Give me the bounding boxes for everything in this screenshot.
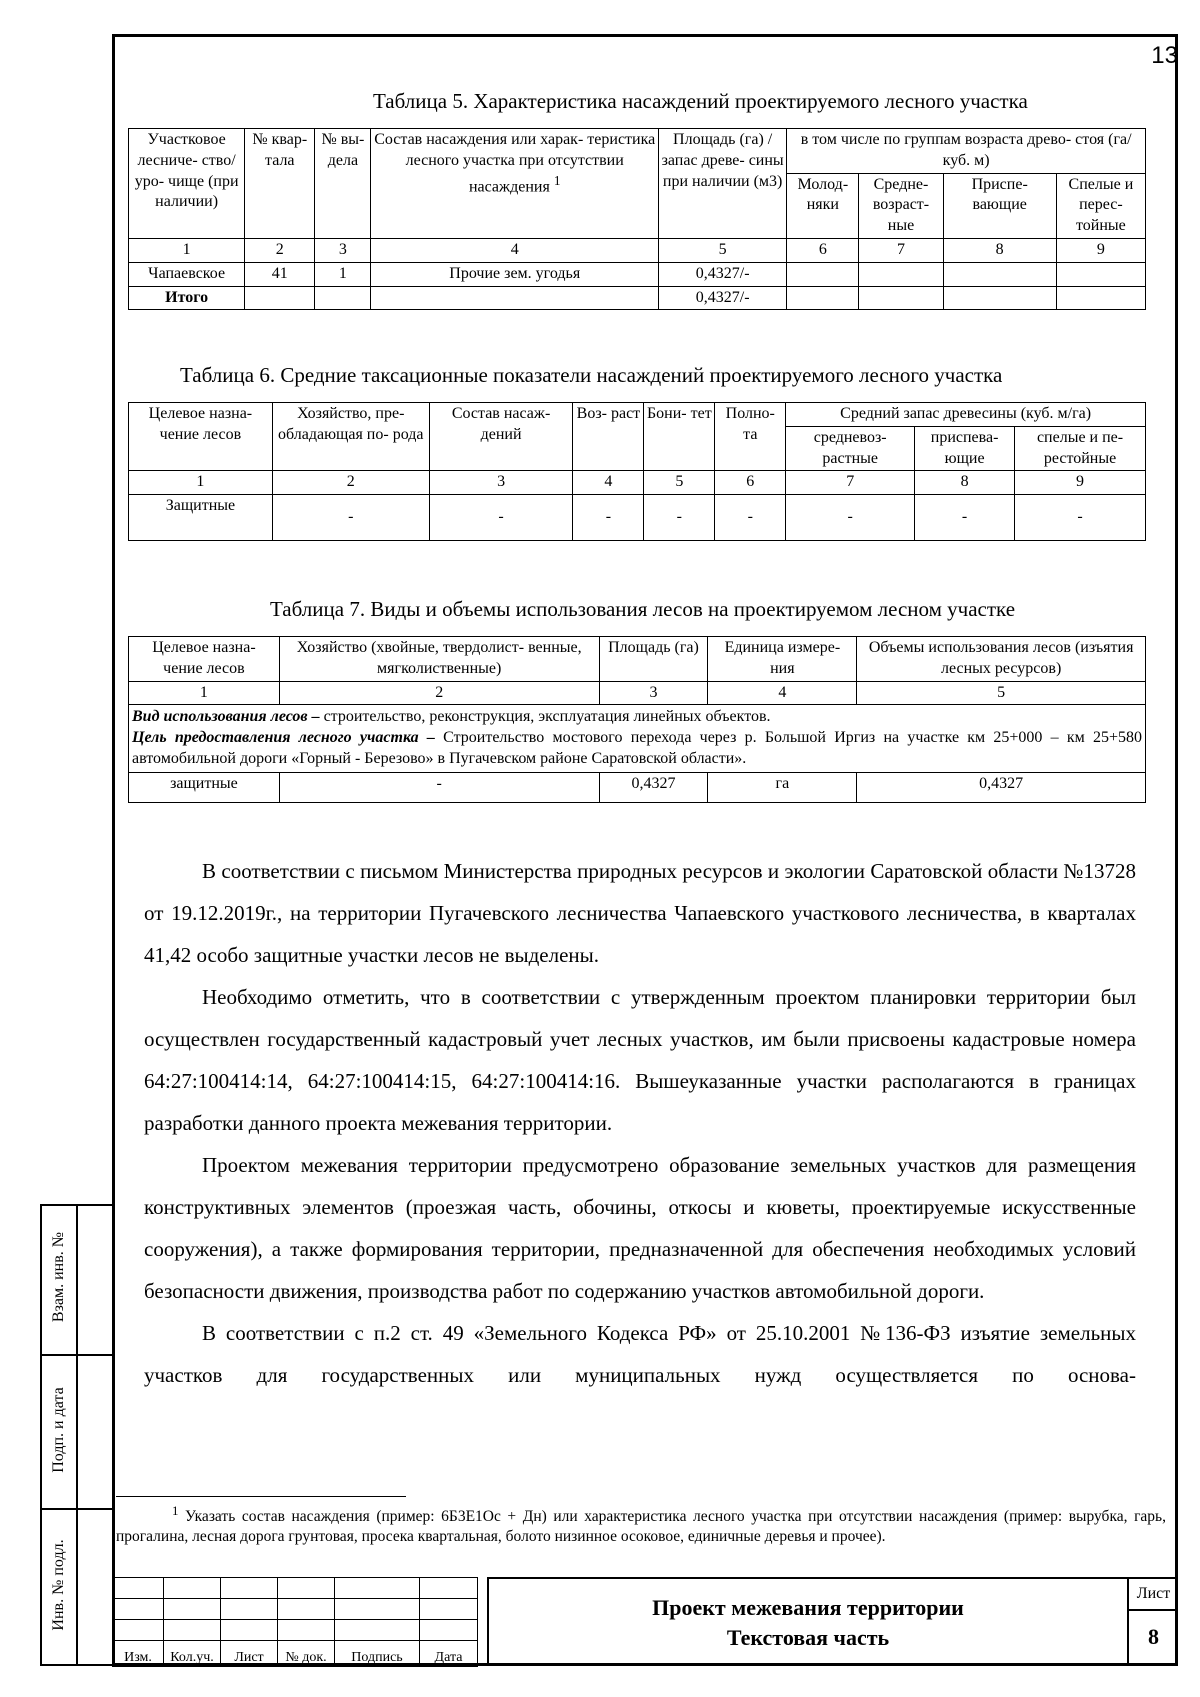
col-num: 4 xyxy=(573,471,644,495)
grid-cell xyxy=(278,1620,335,1641)
table6-header-7: средневоз- растные xyxy=(786,426,915,471)
col-num: 9 xyxy=(1015,471,1146,495)
grid-cell xyxy=(420,1599,478,1620)
body-text xyxy=(144,850,1136,1396)
table5-header-sostav-text: Состав насаждения или харак- теристика лесного участка при отсутствии насаждения xyxy=(374,131,656,195)
document-title-line1: Проект межевания территории xyxy=(652,1595,964,1620)
table5-header-prisp: Приспе- вающие xyxy=(943,173,1056,238)
col-num: 4 xyxy=(371,238,659,262)
table6-caption: Таблица 6. Средние таксационные показатели насаждений проектируемого лесного участка xyxy=(180,363,1003,387)
col-num: 8 xyxy=(943,238,1056,262)
grid-cell xyxy=(335,1578,420,1599)
table5-header-spel: Спелые и перес- тойные xyxy=(1056,173,1145,238)
title-block xyxy=(112,1577,1178,1666)
table5 xyxy=(128,128,1146,310)
table7-description xyxy=(129,705,1146,772)
grid-cell xyxy=(113,1599,164,1620)
table7-header-2: Хозяйство (хвойные, твердолист- венные, мягколиственные) xyxy=(279,637,599,682)
col-num: 5 xyxy=(857,681,1146,705)
table-cell: 0,4327 xyxy=(857,772,1146,802)
table6-header-5: Бони- тет xyxy=(644,403,715,471)
table-cell: 0,4327 xyxy=(599,772,708,802)
table-cell: Прочие зем. угодья xyxy=(371,262,659,286)
col-num: 4 xyxy=(708,681,857,705)
table-cell: - xyxy=(786,495,915,541)
table-cell: - xyxy=(644,495,715,541)
table6-number-row xyxy=(129,471,1146,495)
title-col-izm: Изм. xyxy=(113,1641,164,1667)
table-cell: Защитные xyxy=(129,495,273,541)
table5-total-area: 0,4327/- xyxy=(659,286,787,310)
table6-header-1: Целевое назна- чение лесов xyxy=(129,403,273,471)
grid-cell xyxy=(335,1620,420,1641)
title-col-ndok: № док. xyxy=(278,1641,335,1667)
table5-header-area: Площадь (га) / запас древе- сины при наличии (м3) xyxy=(659,129,787,239)
col-num: 6 xyxy=(787,238,859,262)
table-cell: га xyxy=(708,772,857,802)
table-cell: - xyxy=(573,495,644,541)
title-col-data: Дата xyxy=(420,1641,478,1667)
col-num: 2 xyxy=(279,681,599,705)
table5-header-uch: Участковое лесниче- ство/ уро- чище (при наличии) xyxy=(129,129,245,239)
table6-header-3: Состав насаж- дений xyxy=(429,403,573,471)
col-num: 9 xyxy=(1056,238,1145,262)
grid-cell xyxy=(335,1599,420,1620)
table-cell xyxy=(943,286,1056,310)
table7-header-5: Объемы использования лесов (изъятия лесных ресурсов) xyxy=(857,637,1146,682)
table-cell xyxy=(371,286,659,310)
table-row xyxy=(129,772,1146,802)
table7-header-3: Площадь (га) xyxy=(599,637,708,682)
grid-cell xyxy=(221,1578,278,1599)
paragraph: В соответствии с письмом Министерства природных ресурсов и экологии Саратовской области №13728 от 19.12.2019г., на территории Пугачевского лесничества Чапаевского участкового лесничества, в кварталах 41,42 особо защитные участки лесов не выделены. xyxy=(144,859,1136,967)
table-cell xyxy=(315,286,371,310)
side-stamp-podp: Подп. и дата xyxy=(50,1387,67,1473)
paragraph: Проектом межевания территории предусмотрено образование земельных участков для размещения конструктивных элементов (проезжая часть, обочины, откосы и кюветы, проектируемые искусственные сооружения), а также формирования территории, предназначенной для обеспечения необходимых условий безопасности движения, производства работ по содержанию участков автомобильной дороги. xyxy=(144,1153,1136,1303)
table-cell: Чапаевское xyxy=(129,262,245,286)
table5-header-sostav xyxy=(371,129,659,239)
grid-cell xyxy=(221,1620,278,1641)
grid-cell xyxy=(420,1620,478,1641)
grid-cell xyxy=(278,1599,335,1620)
col-num: 3 xyxy=(429,471,573,495)
table-cell xyxy=(1056,262,1145,286)
table5-total-label: Итого xyxy=(129,286,245,310)
grid-cell xyxy=(113,1620,164,1641)
table-cell xyxy=(787,262,859,286)
table-cell xyxy=(787,286,859,310)
side-stamp-divider xyxy=(76,1206,78,1664)
footnote-ref: 1 xyxy=(553,172,561,188)
title-block-grid xyxy=(112,1577,478,1667)
table7-caption: Таблица 7. Виды и объемы использования лесов на проектируемом лесном участке xyxy=(270,597,1016,621)
table-cell xyxy=(859,286,943,310)
col-num: 5 xyxy=(659,238,787,262)
table-cell: - xyxy=(279,772,599,802)
table-row xyxy=(129,495,1146,541)
table-cell: защитные xyxy=(129,772,280,802)
table6-header-group: Средний запас древесины (куб. м/га) xyxy=(786,403,1146,427)
table6-header-9: спелые и пе- рестойные xyxy=(1015,426,1146,471)
sheet-box xyxy=(1127,1577,1178,1666)
title-col-podpis: Подпись xyxy=(335,1641,420,1667)
col-num: 3 xyxy=(315,238,371,262)
col-num: 3 xyxy=(599,681,708,705)
table-cell: - xyxy=(429,495,573,541)
table-cell: - xyxy=(272,495,429,541)
table5-total-row xyxy=(129,286,1146,310)
document-title xyxy=(487,1577,1127,1666)
table5-header-sred: Средне- возраст- ные xyxy=(859,173,943,238)
table7-header-1: Целевое назна- чение лесов xyxy=(129,637,280,682)
table7-vid-label: Вид использования лесов – xyxy=(132,708,320,726)
page-number: 13 xyxy=(1151,42,1178,69)
grid-cell xyxy=(164,1599,221,1620)
table6-header-6: Полно- та xyxy=(715,403,786,471)
table5-header-kv: № квар- тала xyxy=(245,129,315,239)
col-num: 2 xyxy=(272,471,429,495)
table-cell xyxy=(245,286,315,310)
sheet-number: 8 xyxy=(1148,1624,1159,1649)
grid-cell xyxy=(113,1578,164,1599)
table-cell: 1 xyxy=(315,262,371,286)
table5-header-vyd: № вы- дела xyxy=(315,129,371,239)
table6 xyxy=(128,402,1146,541)
grid-cell xyxy=(420,1578,478,1599)
table5-header-group: в том числе по группам возраста древо- стоя (га/куб. м) xyxy=(787,129,1146,174)
table5-caption: Таблица 5. Характеристика насаждений проектируемого лесного участка xyxy=(373,89,1028,113)
col-num: 6 xyxy=(715,471,786,495)
side-stamp xyxy=(40,1204,112,1666)
grid-cell xyxy=(278,1578,335,1599)
grid-cell xyxy=(164,1620,221,1641)
table5-number-row xyxy=(129,238,1146,262)
table-cell: 41 xyxy=(245,262,315,286)
paragraph: В соответствии с п.2 ст. 49 «Земельного Кодекса РФ» от 25.10.2001 №136-ФЗ изъятие земельных участков для государственных или муниципальных нужд осуществляется по основа- xyxy=(144,1321,1136,1387)
table-cell xyxy=(859,262,943,286)
col-num: 7 xyxy=(786,471,915,495)
col-num: 8 xyxy=(915,471,1015,495)
table-cell xyxy=(1056,286,1145,310)
grid-cell xyxy=(221,1599,278,1620)
footnote-number: 1 xyxy=(172,1503,179,1518)
col-num: 5 xyxy=(644,471,715,495)
title-col-list: Лист xyxy=(221,1641,278,1667)
footnote-separator xyxy=(116,1496,406,1497)
table-cell xyxy=(943,262,1056,286)
sheet-label: Лист xyxy=(1129,1579,1178,1611)
table7 xyxy=(128,636,1146,803)
col-num: 1 xyxy=(129,471,273,495)
table6-header-4: Воз- раст xyxy=(573,403,644,471)
table7-header-4: Единица измере- ния xyxy=(708,637,857,682)
table7-cel-label: Цель предоставления лесного участка – xyxy=(132,729,435,747)
table6-header-8: приспева- ющие xyxy=(915,426,1015,471)
col-num: 7 xyxy=(859,238,943,262)
table5-header-mol: Молод- няки xyxy=(787,173,859,238)
col-num: 1 xyxy=(129,238,245,262)
side-stamp-inv: Инв. № подл. xyxy=(50,1539,67,1631)
title-col-koluch: Кол.уч. xyxy=(164,1641,221,1667)
col-num: 1 xyxy=(129,681,280,705)
side-stamp-vzam: Взам. инв. № xyxy=(50,1231,67,1323)
table7-number-row xyxy=(129,681,1146,705)
footnote-text: Указать состав насаждения (пример: 6Б3Е1Ос + Дн) или характеристика лесного участка при отсутствии насаждения (пример: вырубка, гарь, прогалина, лесная дорога грунтовая, просека квартальная, болото низинное осоковое, единичные деревья и прочее). xyxy=(116,1508,1166,1546)
col-num: 2 xyxy=(245,238,315,262)
document-title-line2: Текстовая часть xyxy=(726,1625,890,1650)
table-row xyxy=(129,262,1146,286)
table-cell: - xyxy=(915,495,1015,541)
table-cell: - xyxy=(1015,495,1146,541)
table7-vid-text: строительство, реконструкция, эксплуатация линейных объектов. xyxy=(319,708,771,726)
table6-header-2: Хозяйство, пре- обладающая по- рода xyxy=(272,403,429,471)
table-cell: - xyxy=(715,495,786,541)
table7-cel-text: Строительство мостового перехода через р. Большой Иргиз на участке км 25+000 – км 25+580 автомобильной дороги «Горный - Березово» в Пугачевском районе Саратовской области». xyxy=(132,729,1143,767)
footnote xyxy=(116,1501,1166,1547)
paragraph: Необходимо отметить, что в соответствии с утвержденным проектом планировки территории был осуществлен государственный кадастровый учет лесных участков, им были присвоены кадастровые номера 64:27:100414:14, 64:27:100414:15, 64:27:100414:16. Вышеуказанные участки располагаются в границах разработки данного проекта межевания территории. xyxy=(144,985,1136,1135)
grid-cell xyxy=(164,1578,221,1599)
table-cell: 0,4327/- xyxy=(659,262,787,286)
